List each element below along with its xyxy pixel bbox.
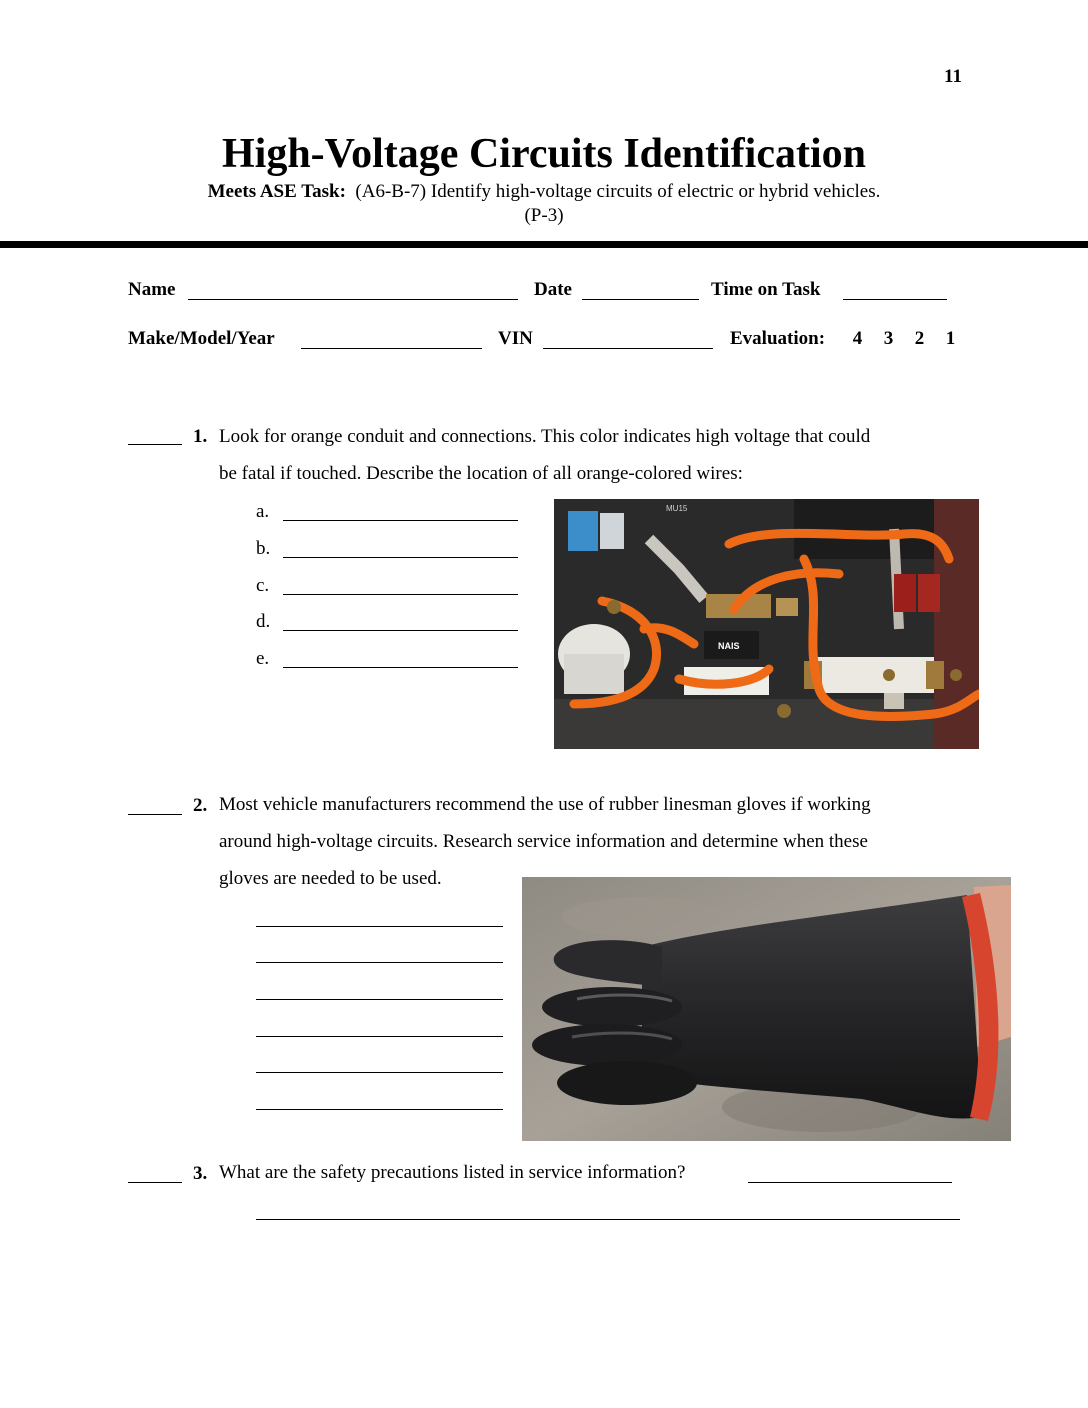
ase-task-code: (P-3): [524, 205, 564, 226]
name-field[interactable]: [188, 299, 518, 300]
q1-sub-label-b: b.: [256, 538, 271, 559]
make-model-year-label: Make/Model/Year: [128, 328, 275, 349]
q1-sub-label-d: d.: [256, 611, 271, 632]
q1-answer-line-d[interactable]: [283, 630, 518, 631]
q2-number: 2.: [193, 795, 208, 816]
header-divider: [0, 241, 1088, 248]
q1-sub-label-a: a.: [256, 501, 270, 522]
photo-label-mu15: MU15: [666, 504, 688, 513]
q3-score-blank[interactable]: [128, 1182, 182, 1183]
q1-sub-label-e: e.: [256, 648, 270, 669]
q3-answer-line-1[interactable]: [748, 1182, 952, 1183]
q2-score-blank[interactable]: [128, 814, 182, 815]
q3-number: 3.: [193, 1163, 208, 1184]
evaluation-score-3[interactable]: 3: [883, 328, 894, 349]
page-number: 11: [944, 66, 962, 87]
make-model-year-field[interactable]: [301, 348, 482, 349]
evaluation-score-1[interactable]: 1: [945, 328, 956, 349]
photo-label-nais: NAIS: [718, 641, 740, 651]
q3-answer-line-2[interactable]: [256, 1219, 960, 1220]
q1-text-line2: be fatal if touched. Describe the location of all orange-colored wires:: [219, 463, 743, 484]
q1-answer-line-c[interactable]: [283, 594, 518, 595]
q1-number: 1.: [193, 426, 208, 447]
q2-answer-line-2[interactable]: [256, 962, 503, 963]
ase-task-label: Meets ASE Task:: [207, 181, 346, 202]
q2-text-line3: gloves are needed to be used.: [219, 868, 442, 889]
hybrid-battery-module-photo: [554, 499, 979, 749]
vin-label: VIN: [498, 328, 533, 349]
q1-answer-line-e[interactable]: [283, 667, 518, 668]
time-on-task-label: Time on Task: [711, 279, 821, 300]
q2-answer-line-5[interactable]: [256, 1072, 503, 1073]
date-label: Date: [534, 279, 572, 300]
q2-answer-line-6[interactable]: [256, 1109, 503, 1110]
q1-answer-line-a[interactable]: [283, 520, 518, 521]
page-title: High-Voltage Circuits Identification: [221, 131, 866, 177]
evaluation-label: Evaluation:: [730, 328, 826, 349]
q1-text-line1: Look for orange conduit and connections. This color indicates high voltage that could: [219, 426, 871, 447]
q2-text-line2: around high-voltage circuits. Research service information and determine when these: [219, 831, 868, 852]
q2-text-line1: Most vehicle manufacturers recommend the use of rubber linesman gloves if working: [219, 794, 871, 815]
q1-answer-line-b[interactable]: [283, 557, 518, 558]
rubber-linesman-glove-photo: [522, 877, 1011, 1141]
evaluation-score-4[interactable]: 4: [852, 328, 863, 349]
evaluation-scores: [842, 327, 966, 351]
time-on-task-field[interactable]: [843, 299, 947, 300]
q1-score-blank[interactable]: [128, 444, 182, 445]
q3-text-line1: What are the safety precautions listed in service information?: [219, 1162, 686, 1183]
q2-answer-line-4[interactable]: [256, 1036, 503, 1037]
q1-sub-label-c: c.: [256, 575, 270, 596]
name-label: Name: [128, 279, 176, 300]
evaluation-score-2[interactable]: 2: [914, 328, 925, 349]
ase-task-description: (A6-B-7) Identify high-voltage circuits of electric or hybrid vehicles.: [355, 181, 881, 202]
date-field[interactable]: [582, 299, 699, 300]
ase-task-line: [0, 180, 1088, 204]
q2-answer-line-3[interactable]: [256, 999, 503, 1000]
q2-answer-line-1[interactable]: [256, 926, 503, 927]
vin-field[interactable]: [543, 348, 713, 349]
